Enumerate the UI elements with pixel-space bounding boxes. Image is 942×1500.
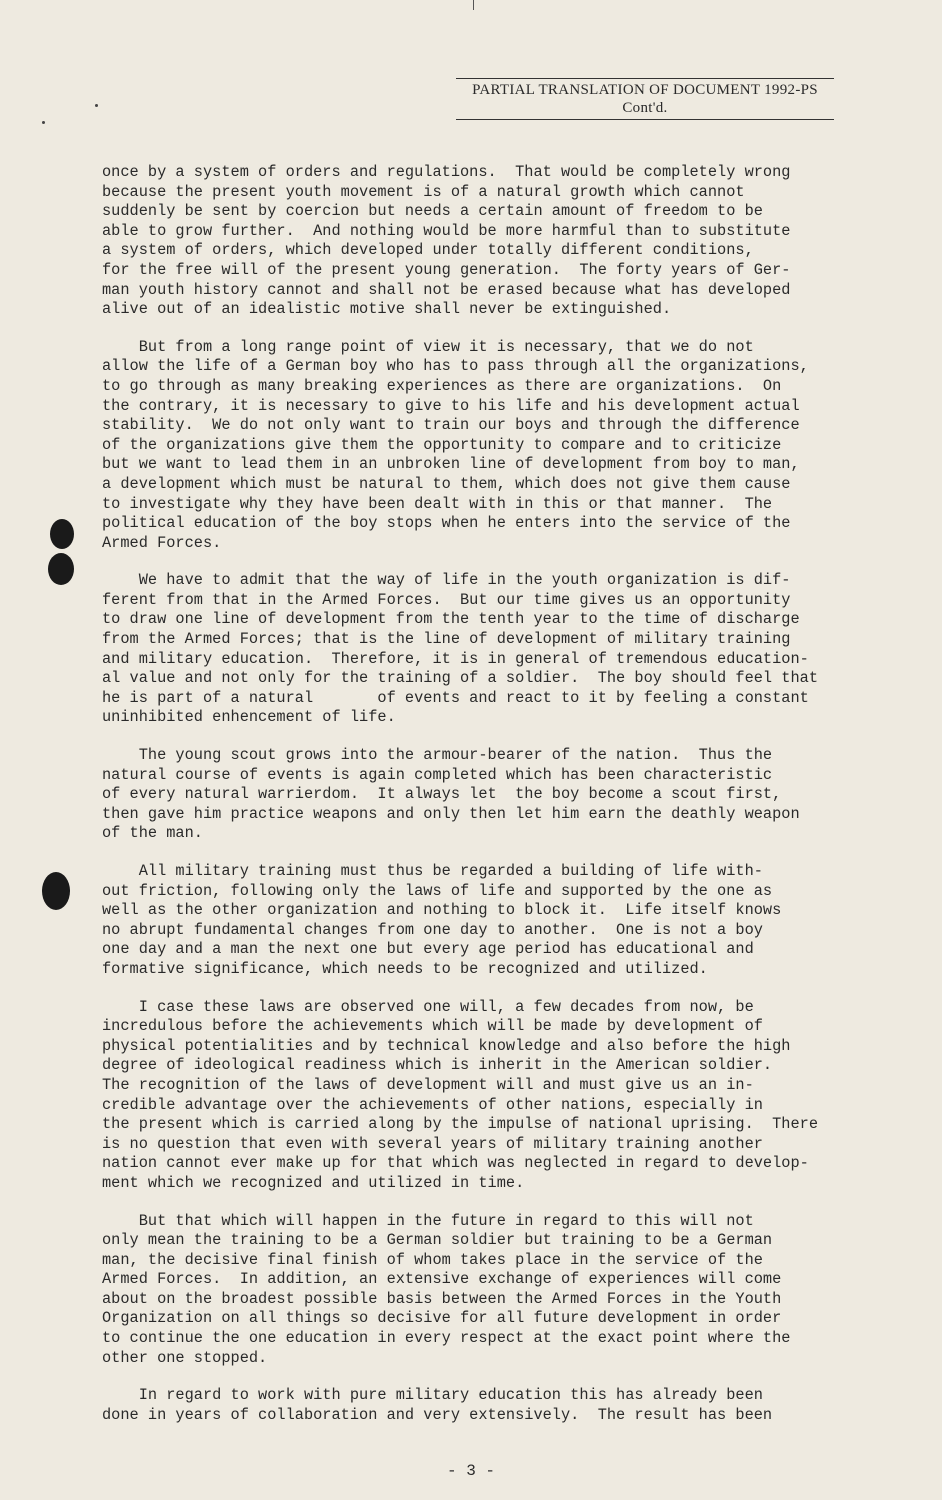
top-mark [473,0,474,10]
page-number: - 3 - [446,1462,495,1480]
paragraph-1: once by a system of orders and regulations. That would be completely wrong because the present youth movement is of a natural growth which cannot suddenly be sent by coercion but needs a certain amount of freedom to be able to grow further. And nothing would be more harmful than to substitute a system of orders, which developed under totally different conditions, for the free will of the present young generation. The forty years of Ger- man youth history cannot and shall not be erased because what has developed alive out of an idealistic motive shall never be extinguished. [102,163,791,319]
document-header [456,78,834,120]
document-body [102,163,862,1443]
header-continued: Cont'd. [622,100,668,116]
punch-hole [48,553,74,585]
paragraph-6: I case these laws are observed one will, a few decades from now, be incredulous before the achievements which will be made by development of physical potentialities and by technical knowledge and also before the high degree of ideological readiness which is inherit in the American soldier. The recognition of the laws of development will and must give us an in- credible advantage over the achievements of other nations, especially in the present which is carried along by the impulse of national uprising. There is no question that even with several years of military training another nation cannot ever make up for that which was neglected in regard to develop- ment which we recognized and utilized in time. [102,997,819,1192]
punch-hole [42,872,70,910]
paragraph-2: But from a long range point of view it is necessary, that we do not allow the life of a German boy who has to pass through all the organizations, to go through as many breaking experiences as there are organizations. On the contrary, it is necessary to give to his life and his development actual stability. We do not only want to train our boys and through the difference of the organizations give them the opportunity to compare and to criticize but we want to lead them in an unbroken line of development from boy to man, a development which must be natural to them, which does not give them cause to investigate why they have been dealt with in this or that manner. The political education of the boy stops when he enters into the service of the Armed Forces. [102,337,809,552]
paragraph-8: In regard to work with pure military education this has already been done in years of collaboration and very extensively. The result has been [102,1386,773,1424]
paragraph-7: But that which will happen in the future in regard to this will not only mean the training to be a German soldier but training to be a German man, the decisive final finish of whom takes place in the service of the Armed Forces. In addition, an extensive exchange of experiences will come about on the broadest possible basis between the Armed Forces in the Youth Organization on all things so decisive for all future development in order to continue the one education in every respect at the exact point where the other one stopped. [102,1211,791,1367]
punch-hole [50,519,74,549]
paragraph-4: The young scout grows into the armour-bearer of the nation. Thus the natural course of events is again completed which has been characteristic of every natural warrierdom. It always let the boy become a scout first, then gave him practice weapons and only then let him earn the deathly weapon of the man. [102,746,800,843]
paragraph-3: We have to admit that the way of life in the youth organization is dif- ferent from that in the Armed Forces. But our time gives us an opportunity to draw one line of development from the tenth year to the time of discharge from the Armed Forces; that is the line of development of military training and military education. Therefore, it is in general of tremendous education- al value and not only for the training of a soldier. The boy should feel that he is part of a natural of events and react to it by feeling a constant uninhibited enhencement of life. [102,571,819,727]
paragraph-5: All military training must thus be regarded a building of life with- out friction, following only the laws of life and supported by the one as well as the other organization and nothing to block it. Life itself knows no abrupt fundamental changes from one day to another. One is not a boy one day and a man the next one but every age period has educational and formative significance, which needs to be recognized and utilized. [102,862,782,978]
speck [95,104,98,107]
speck [42,121,45,124]
header-title: PARTIAL TRANSLATION OF DOCUMENT 1992-PS [472,82,818,98]
